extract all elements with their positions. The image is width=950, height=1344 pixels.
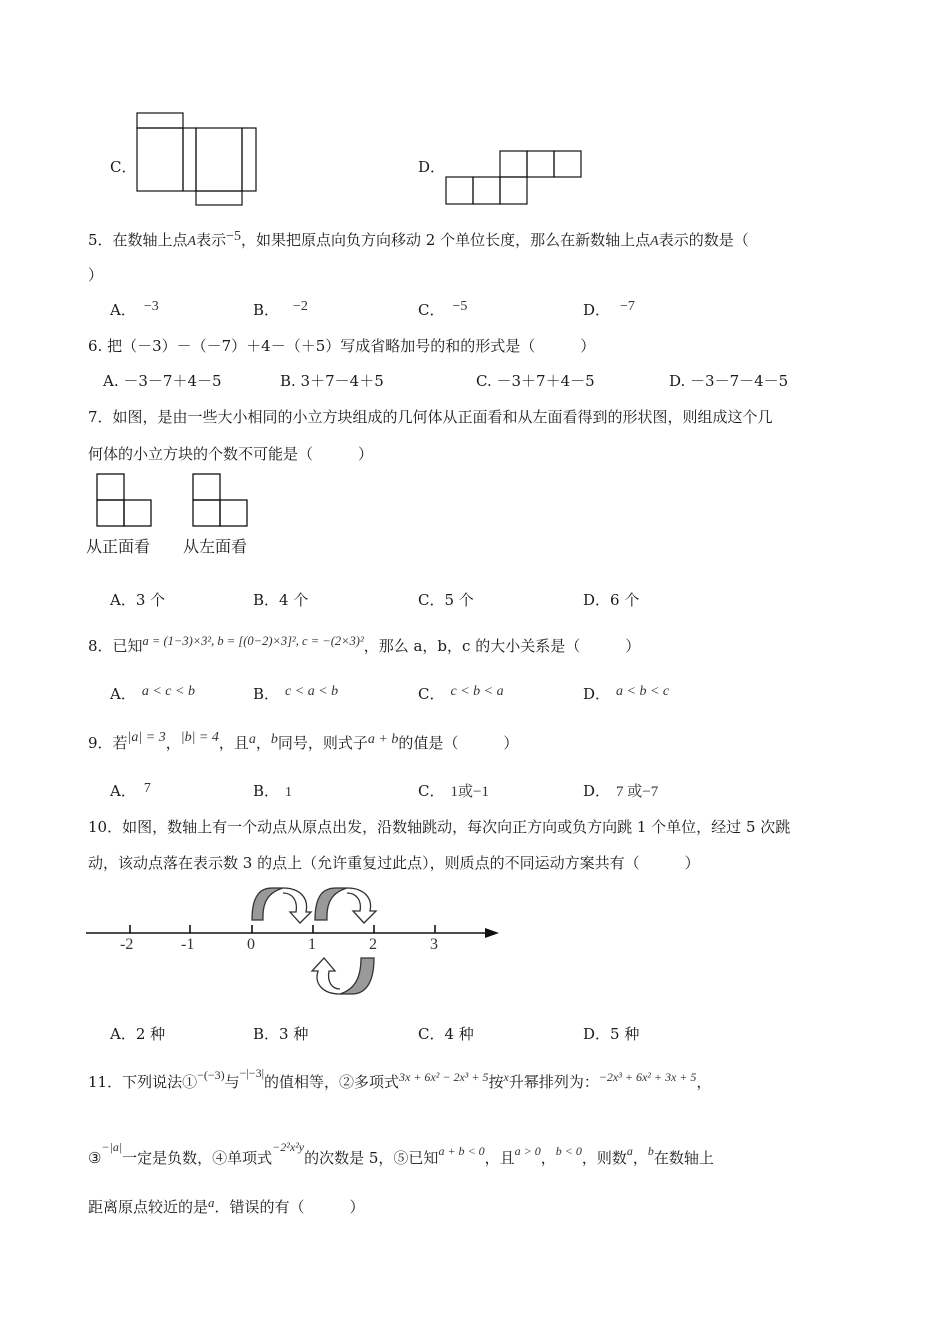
q7-stem-line2: 何体的小立方块的个数不可能是（ ）: [88, 445, 374, 463]
q7-stem-line1: 7．如图，是由一些大小相同的小立方块组成的几何体从正面看和从左面看得到的形状图，则组成这个几: [88, 408, 773, 426]
q6-option-a: A. －3－7＋4－5: [103, 372, 222, 390]
jump-arrow-2-to-1: [312, 958, 374, 994]
q11-stem-line2: ③$^{-|a|}$一定是负数，④单项式$^{-2^2x^2y}$的次数是 5，⑤已知$^{a + b < 0}$，且$^{a > 0}$，$^{b < 0}$，则数$^a$，$^b$在数轴上: [88, 1140, 714, 1167]
q8-option-c: C． c < b < a: [418, 684, 504, 703]
q7-front-view-caption: 从正面看: [86, 537, 151, 556]
axis-label-neg1: -1: [181, 936, 195, 953]
q7-option-a: A．3 个: [110, 591, 166, 609]
q9-stem: 9．若|a| = 3，|b| = 4，且a，b同号，则式子a + b的值是（ ）: [88, 730, 519, 752]
q6-stem: 6. 把（－3）－（－7）＋4－（＋5）写成省略加号的和的形式是（ ）: [88, 337, 596, 355]
q11-stem-line3: 距离原点较近的是a．错误的有（ ）: [88, 1195, 365, 1216]
q5-stem-line1: 5．在数轴上点A表示−5，如果把原点向负方向移动 2 个单位长度，那么在新数轴上点A表示的数是（: [88, 229, 749, 249]
q4-option-c-label: C．: [110, 158, 137, 176]
q10-stem-line1: 10．如图，数轴上有一个动点从原点出发，沿数轴跳动，每次向正方向或负方向跳 1 个单位，经过 5 次跳: [88, 818, 791, 836]
q7-option-b: B．4 个: [253, 591, 309, 609]
q8-option-d: D． a < b < c: [583, 684, 670, 703]
q4-option-d-label: D．: [418, 158, 446, 176]
q8-formula: a = (1−3)×3², b = [(0−2)×3]², c = −(2×3)²: [142, 634, 364, 648]
q10-option-a: A．2 种: [110, 1025, 166, 1043]
q9-option-d: D． 7 或−7: [583, 782, 659, 800]
axis-label-1: 1: [308, 936, 316, 953]
q7-option-d: D．6 个: [583, 591, 640, 609]
jump-arrow-1-to-2: [315, 888, 376, 923]
q6-option-c: C. －3＋7＋4－5: [476, 372, 595, 390]
axis-label-neg2: -2: [120, 936, 134, 953]
q5-option-d: D． −7: [583, 299, 635, 319]
axis-label-0: 0: [247, 936, 255, 953]
q9-option-c: C． 1或−1: [418, 782, 489, 800]
q10-stem-line2: 动，该动点落在表示数 3 的点上（允许重复过此点），则质点的不同运动方案共有（ ）: [88, 854, 700, 872]
q6-option-b: B. 3＋7－4＋5: [280, 372, 384, 390]
q8-stem: 8．已知$^{a = (1-3)\times 3^2, b = [(0-2)\times 3]^2, c = -(2\times 3)^2}$，那么 a，b，c 的大小关系是（ ）: [88, 634, 641, 655]
jump-arrow-0-to-1: [252, 888, 311, 923]
q9-option-b: B． 1: [253, 782, 293, 800]
axis-label-2: 2: [369, 936, 377, 953]
q5-option-b: B． −2: [253, 299, 308, 319]
q8-option-a: A． a < c < b: [110, 684, 195, 703]
q6-option-d: D. －3－7－4－5: [669, 372, 789, 390]
q9-option-a: A． 7: [110, 781, 151, 800]
q10-option-d: D．5 种: [583, 1025, 640, 1043]
q5-option-c: C． −5: [418, 299, 468, 319]
q10-option-c: C．4 种: [418, 1025, 474, 1043]
q5-option-a: A． −3: [110, 299, 159, 319]
q11-stem-line1: 11．下列说法①$^{-(-3)}$与$^{-|-3|}$的值相等，②多项式$^{3x + 6x^2 - 2x^3 + 5}$按$^x$升幂排列为：$^{-2x^3 + 6x^2 + 3x + 5}$，: [88, 1066, 712, 1091]
q10-option-b: B．3 种: [253, 1025, 309, 1043]
q5-stem-line2: ）: [88, 266, 104, 284]
number-line-arrowhead: [485, 928, 499, 938]
q7-left-view-caption: 从左面看: [183, 537, 248, 556]
q7-option-c: C．5 个: [418, 591, 474, 609]
axis-label-3: 3: [430, 936, 438, 953]
q8-option-b: B． c < a < b: [253, 684, 339, 703]
